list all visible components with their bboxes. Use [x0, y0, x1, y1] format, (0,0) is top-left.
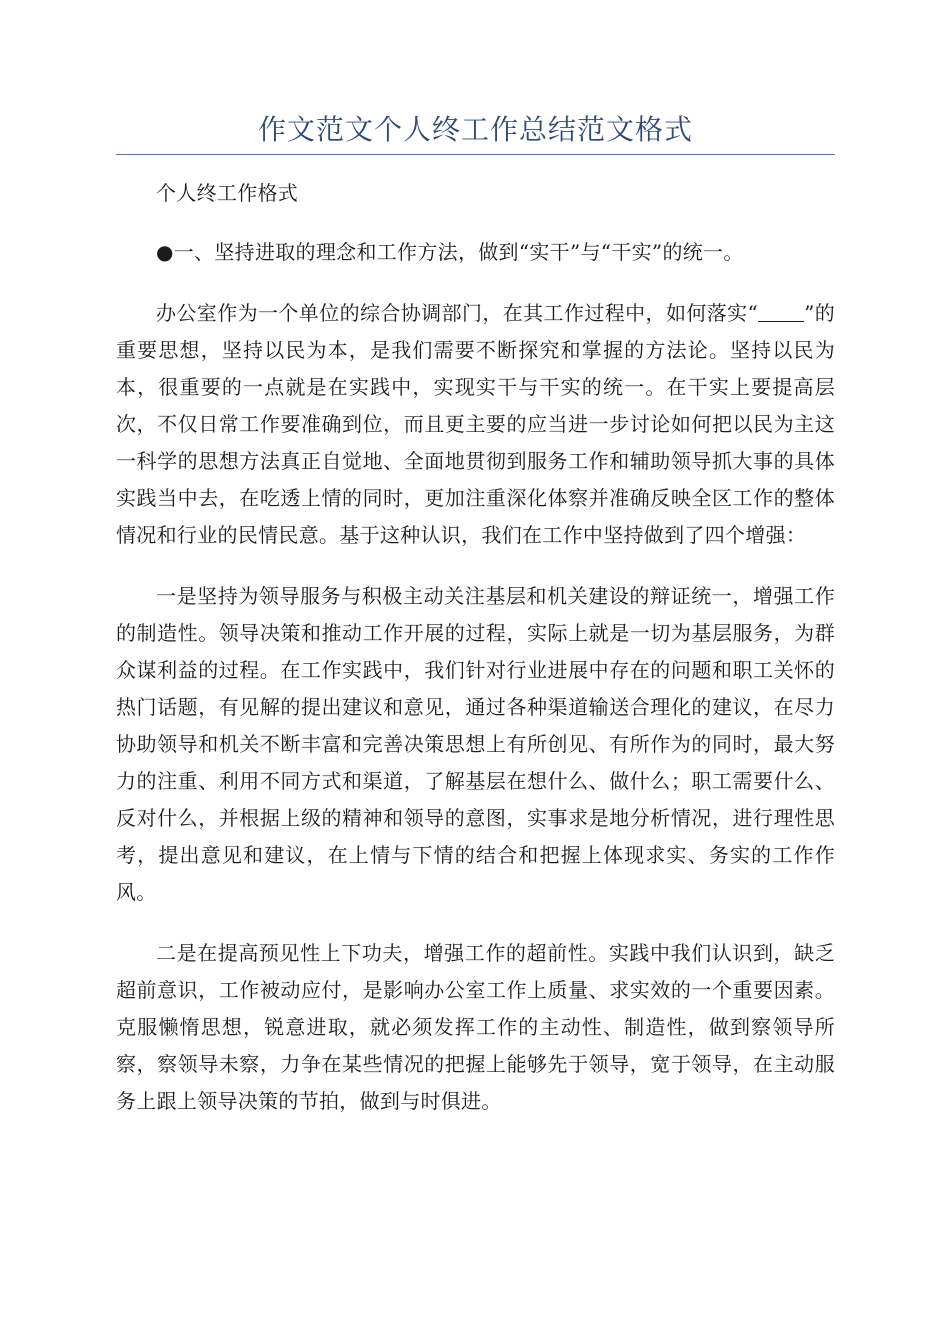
title-underline [116, 154, 835, 155]
document-body [116, 175, 835, 1144]
paragraph-1 [116, 295, 835, 554]
section-heading: ●一、坚持进取的理念和工作方法，做到“实干”与“干实”的统一。 [156, 240, 744, 264]
paragraph-3: 二是在提高预见性上下功夫，增强工作的超前性。实践中我们认识到，缺乏超前意识，工作被动应付，是影响办公室工作上质量、求实效的一个重要因素。克服懒惰思想，锐意进取，就必须发挥工作的主动性、制造性，做到察领导所察，察领导未察，力争在某些情况的把握上能够先于领导，宽于领导，在主动服务上跟上领导决策的节拍，做到与时俱进。 [116, 941, 835, 1113]
paragraph-1-start: 办公室作为一个单位的综合协调部门，在其工作过程中，如何落实“ [156, 301, 759, 325]
paragraph-1-rest: ”的重要思想，坚持以民为本，是我们需要不断探究和掌握的方法论。坚持以民为本，很重要的一点就是在实践中，实现实干与干实的统一。在干实上要提高层次，不仅日常工作要准确到位，而且更主要的应当进一步讨论如何把以民为主这一科学的思想方法真正自觉地、全面地贯彻到服务工作和辅助领导抓大事的具体实践当中去，在吃透上情的同时，更加注重深化体察并准确反映全区工作的整体情况和行业的民情民意。基于这种认识，我们在工作中坚持做到了四个增强： [116, 301, 836, 547]
document-title: 作文范文个人终工作总结范文格式 [257, 113, 693, 146]
subheading: 个人终工作格式 [156, 181, 299, 205]
blank-underline [758, 301, 804, 322]
paragraph-2: 一是坚持为领导服务与积极主动关注基层和机关建设的辩证统一，增强工作的制造性。领导决策和推动工作开展的过程，实际上就是一切为基层服务，为群众谋利益的过程。在工作实践中，我们针对行业进展中存在的问题和职工关怀的热门话题，有见解的提出建议和意见，通过各种渠道输送合理化的建议，在尽力协助领导和机关不断丰富和完善决策思想上有所创见、有所作为的同时，最大努力的注重、利用不同方式和渠道，了解基层在想什么、做什么；职工需要什么、反对什么，并根据上级的精神和领导的意图，实事求是地分析情况，进行理性思考，提出意见和建议，在上情与下情的结合和把握上体现求实、务实的工作作风。 [116, 584, 835, 904]
